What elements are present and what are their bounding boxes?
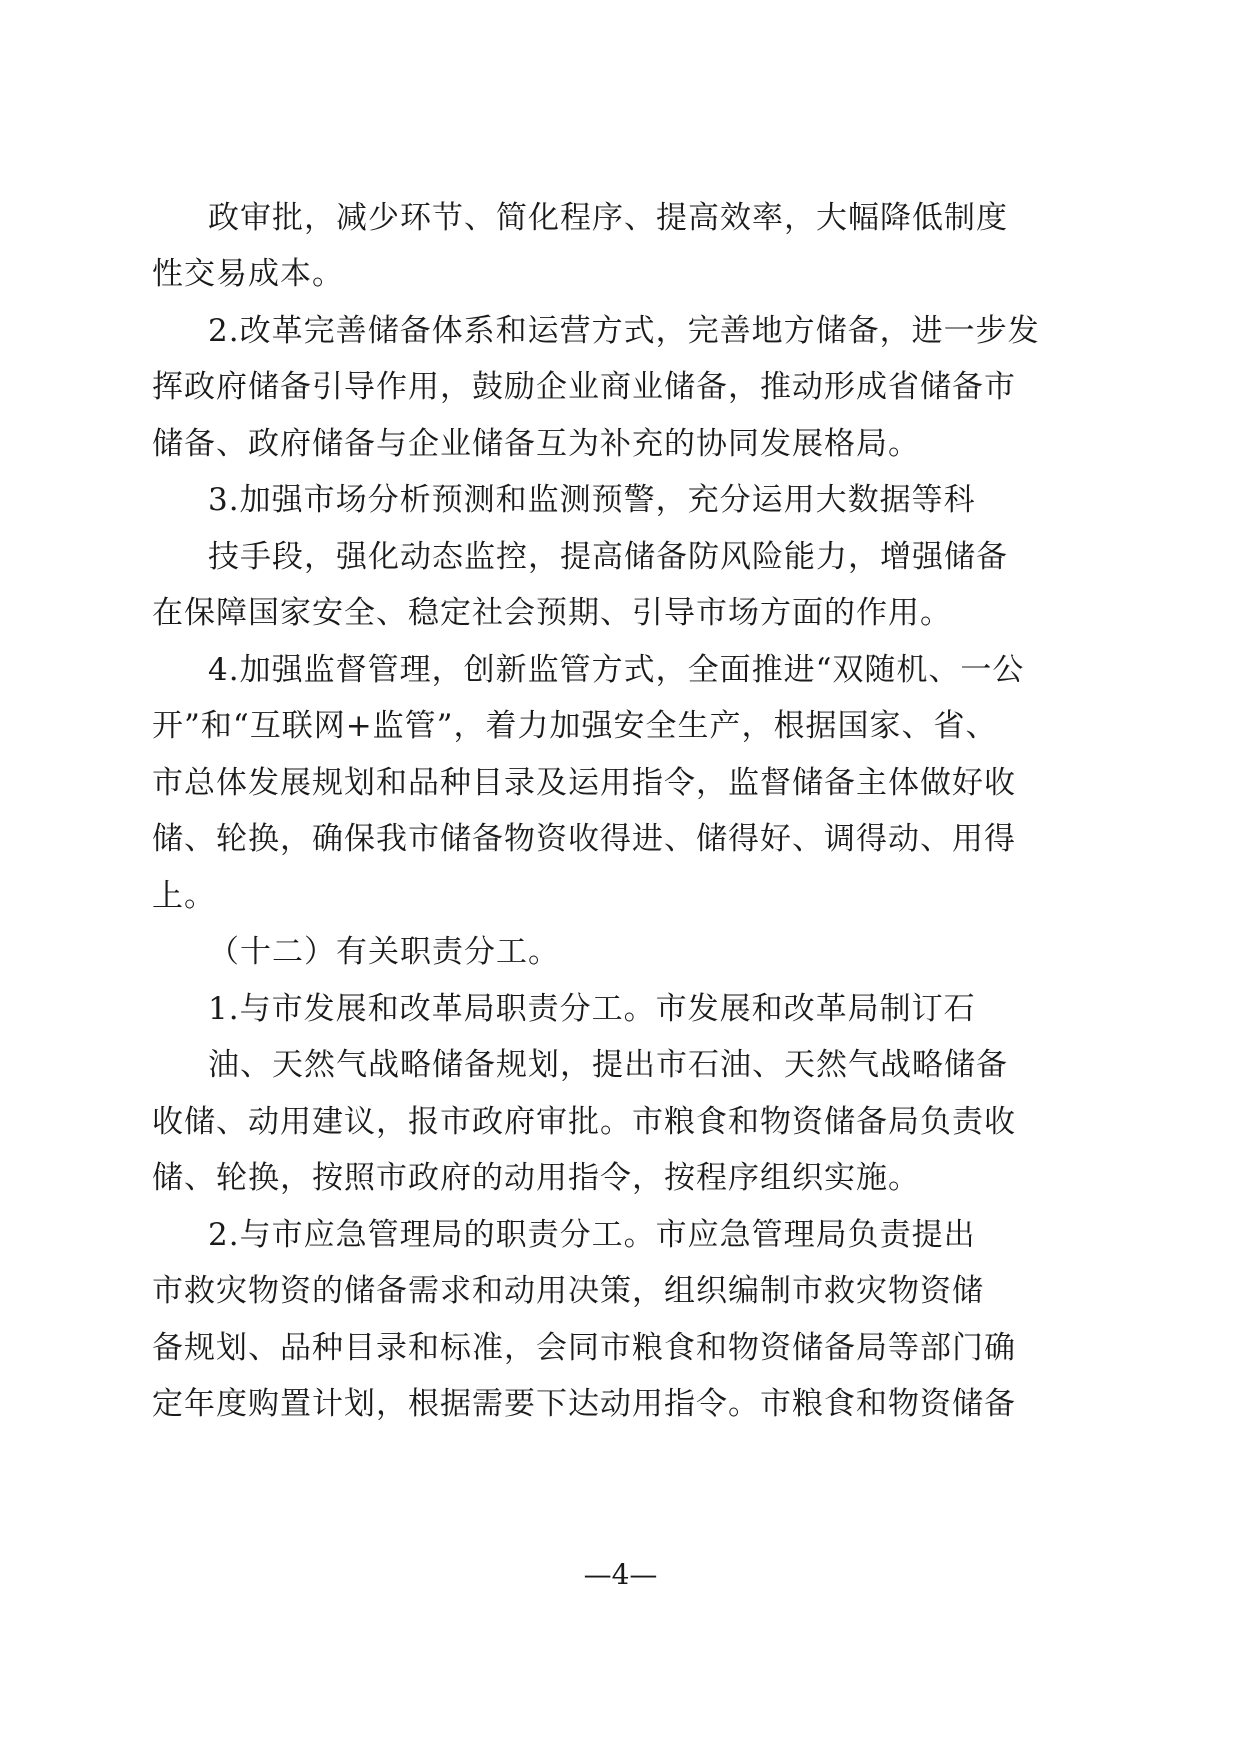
- text-line: 2.改革完善储备体系和运营方式，完善地方储备，进一步发: [208, 313, 1040, 349]
- text-line: 上。: [152, 878, 216, 914]
- section-heading: （十二）有关职责分工。: [208, 934, 560, 970]
- text-line: 油、天然气战略储备规划，提出市石油、天然气战略储备: [208, 1047, 1008, 1083]
- text-line: 在保障国家安全、稳定社会预期、引导市场方面的作用。: [152, 595, 952, 631]
- text-line: 挥政府储备引导作用，鼓励企业商业储备，推动形成省储备市: [152, 369, 1016, 405]
- page-number: —4—: [583, 1558, 658, 1591]
- text-line: 储、轮换，按照市政府的动用指令，按程序组织实施。: [152, 1160, 920, 1196]
- text-line: 收储、动用建议，报市政府审批。市粮食和物资储备局负责收: [152, 1104, 1016, 1140]
- text-line: 性交易成本。: [152, 256, 344, 292]
- text-line: 定年度购置计划，根据需要下达动用指令。市粮食和物资储备: [152, 1386, 1016, 1422]
- text-line: 市救灾物资的储备需求和动用决策，组织编制市救灾物资储: [152, 1273, 984, 1309]
- text-line: 市总体发展规划和品种目录及运用指令，监督储备主体做好收: [152, 765, 1016, 801]
- text-line: 4.加强监督管理，创新监管方式，全面推进“双随机、一公: [208, 652, 1025, 688]
- text-line: 储、轮换，确保我市储备物资收得进、储得好、调得动、用得: [152, 821, 1016, 857]
- text-line: 备规划、品种目录和标准，会同市粮食和物资储备局等部门确: [152, 1330, 1016, 1366]
- text-line: 开”和“互联网+监管”，着力加强安全生产，根据国家、省、: [152, 708, 998, 744]
- text-line: 1.与市发展和改革局职责分工。市发展和改革局制订石: [208, 991, 976, 1027]
- text-line: 政审批，减少环节、简化程序、提高效率，大幅降低制度: [208, 200, 1008, 236]
- text-line: 3.加强市场分析预测和监测预警，充分运用大数据等科: [208, 482, 976, 518]
- text-line: 储备、政府储备与企业储备互为补充的协同发展格局。: [152, 426, 920, 462]
- text-line: 2.与市应急管理局的职责分工。市应急管理局负责提出: [208, 1217, 976, 1253]
- text-line: 技手段，强化动态监控，提高储备防风险能力，增强储备: [208, 539, 1008, 575]
